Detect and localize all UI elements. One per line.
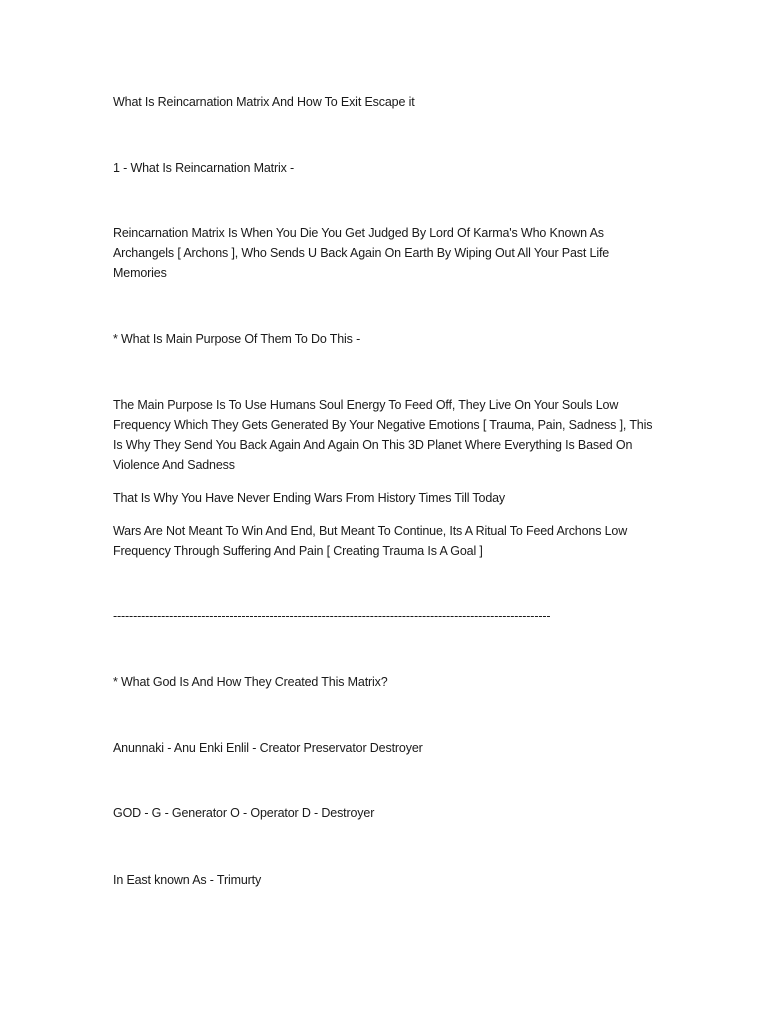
paragraph-main-purpose: The Main Purpose Is To Use Humans Soul Energy To Feed Off, They Live On Your Souls Low Frequency Which They Gets Generated By Your Negative Emotions [ Trauma, Pain, Sadness ], This Is Why They Send You Back Again And Again On This 3D Planet Where Everything Is Based On Violence And Sadness bbox=[113, 398, 653, 472]
section-heading-main-purpose: * What Is Main Purpose Of Them To Do This - bbox=[113, 332, 361, 346]
paragraph-reincarnation-definition: Reincarnation Matrix Is When You Die You Get Judged By Lord Of Karma's Who Known As Archangels [ Archons ], Who Sends U Back Again On Earth By Wiping Out All Your Past Life Memories bbox=[113, 226, 610, 280]
paragraph-anunnaki: Anunnaki - Anu Enki Enlil - Creator Preservator Destroyer bbox=[113, 741, 423, 755]
paragraph-never-ending-wars: That Is Why You Have Never Ending Wars From History Times Till Today bbox=[113, 491, 506, 505]
divider-dashes: ------------------------------------------------------------------------------------------------------------- bbox=[113, 609, 551, 623]
section-heading-reincarnation-matrix: 1 - What Is Reincarnation Matrix - bbox=[113, 161, 295, 175]
document-title: What Is Reincarnation Matrix And How To Exit Escape it bbox=[113, 95, 415, 109]
paragraph-wars-ritual: Wars Are Not Meant To Win And End, But Meant To Continue, Its A Ritual To Feed Archons Low Frequency Through Suffering And Pain [ Creating Trauma Is A Goal ] bbox=[113, 524, 628, 558]
paragraph-god-acronym: GOD - G - Generator O - Operator D - Destroyer bbox=[113, 806, 375, 820]
section-heading-what-god-is: * What God Is And How They Created This Matrix? bbox=[113, 675, 388, 689]
paragraph-east-trimurty: In East known As - Trimurty bbox=[113, 873, 262, 887]
